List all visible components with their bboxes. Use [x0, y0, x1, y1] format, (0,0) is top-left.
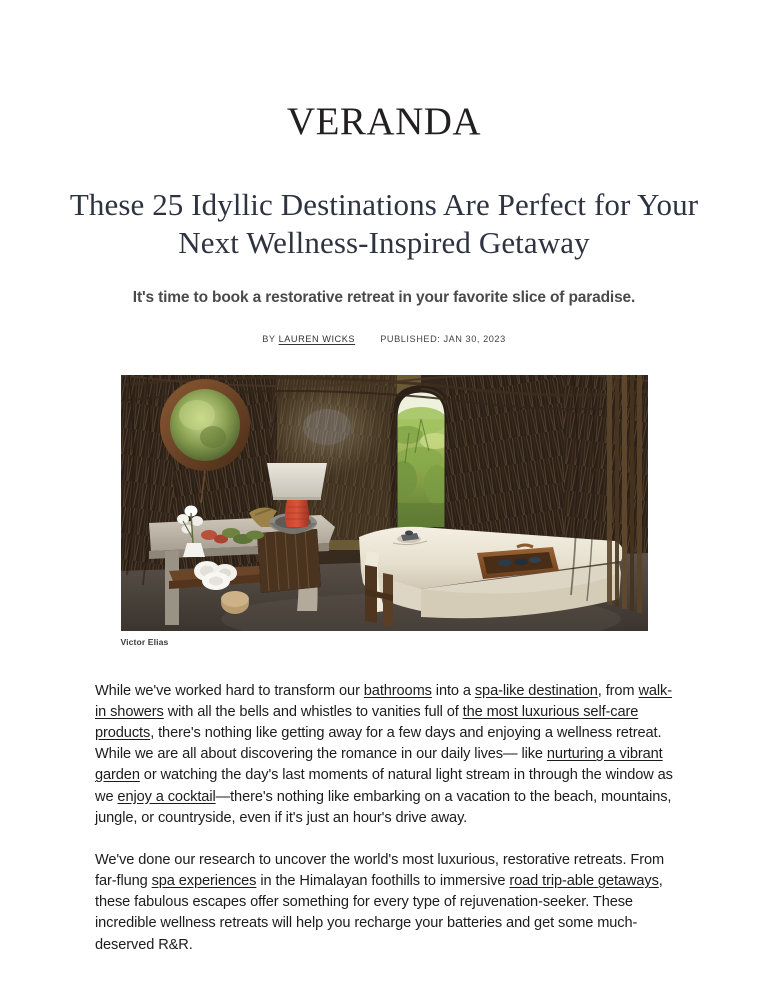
body-text-run: While we've worked hard to transform our	[95, 682, 364, 699]
body-inline-link[interactable]: bathrooms	[363, 682, 432, 699]
article-dek: It's time to book a restorative retreat in your favorite slice of paradise.	[132, 288, 636, 306]
hero-figure	[121, 375, 648, 647]
body-text-run: , there's nothing like getting away for a few days and enjoying a wellness retreat. While we are all about discovering the romance in our daily lives— like	[95, 725, 662, 763]
body-inline-link[interactable]: enjoy a cocktail	[117, 788, 216, 805]
hero-photo-spa-treatment-room	[121, 375, 648, 631]
body-inline-link[interactable]: nurturing a vibrant garden	[95, 746, 663, 784]
body-text-run: into a	[431, 682, 475, 699]
byline	[0, 309, 768, 344]
body-inline-link[interactable]: road trip-able getaways	[509, 873, 659, 890]
body-inline-link[interactable]: spa experiences	[151, 873, 257, 890]
body-text-run: in the Himalayan foothills to immersive	[256, 873, 510, 890]
body-text-run: or watching the day's last moments of natural light stream in through the window as we	[95, 767, 673, 805]
site-masthead	[0, 0, 768, 147]
byline-by-label: BY	[262, 333, 276, 344]
byline-author-link[interactable]: LAUREN WICKS	[278, 333, 356, 344]
byline-published-date: PUBLISHED: JAN 30, 2023	[380, 333, 506, 344]
body-text-run: , from	[597, 682, 639, 699]
body-text-run: with all the bells and whistles to vanities full of	[163, 703, 463, 720]
body-paragraph	[95, 681, 673, 829]
veranda-logo[interactable]: veranda	[286, 85, 482, 147]
article-headline: These 25 Idyllic Destinations Are Perfect for Your Next Wellness-Inspired Getaway	[69, 187, 699, 261]
body-inline-link[interactable]: the most luxurious self-care products	[95, 703, 639, 742]
body-inline-link[interactable]: spa-like destination	[474, 682, 598, 699]
body-text-run: , these fabulous escapes offer something for every type of rejuvenation-seeker. These incredible wellness retreats will help you recharge your batteries and get some much-deserved R&R.	[95, 873, 663, 953]
article-body	[95, 647, 673, 956]
hero-photo-credit: Victor Elias	[120, 636, 169, 647]
body-text-run: —there's nothing like embarking on a vacation to the beach, mountains, jungle, or countryside, even if it's just an hour's drive away.	[95, 788, 672, 826]
body-text-run: We've done our research to uncover the world's most luxurious, restorative retreats. From far-flung	[95, 851, 665, 890]
hero-image-wrap	[121, 375, 648, 647]
body-inline-link[interactable]: walk-in showers	[95, 682, 673, 720]
body-paragraph	[95, 850, 673, 956]
